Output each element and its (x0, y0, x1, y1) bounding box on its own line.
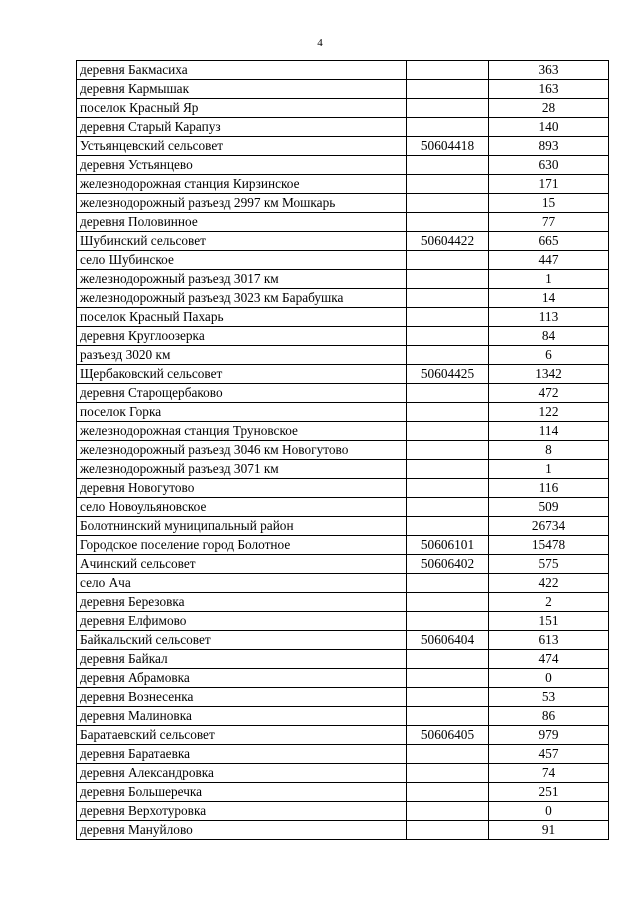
population-cell: 509 (489, 498, 609, 517)
population-cell: 613 (489, 631, 609, 650)
settlement-name-cell: Байкальский сельсовет (77, 631, 407, 650)
oktmo-code-cell: 50606402 (407, 555, 489, 574)
settlement-name-cell: Устьянцевский сельсовет (77, 137, 407, 156)
settlement-name-cell: деревня Круглоозерка (77, 327, 407, 346)
oktmo-code-cell (407, 593, 489, 612)
settlement-name-cell: деревня Баратаевка (77, 745, 407, 764)
page-number: 4 (317, 37, 323, 49)
population-cell: 665 (489, 232, 609, 251)
population-cell: 84 (489, 327, 609, 346)
settlement-name-cell: железнодорожная станция Кирзинское (77, 175, 407, 194)
population-cell: 53 (489, 688, 609, 707)
population-cell: 116 (489, 479, 609, 498)
oktmo-code-cell: 50604418 (407, 137, 489, 156)
settlement-name-cell: Болотнинский муниципальный район (77, 517, 407, 536)
settlement-name-cell: деревня Александровка (77, 764, 407, 783)
table-row (77, 612, 609, 631)
table-row (77, 99, 609, 118)
settlement-name-cell: железнодорожный разъезд 3071 км (77, 460, 407, 479)
settlement-name-cell: деревня Байкал (77, 650, 407, 669)
settlement-name-cell: железнодорожный разъезд 2997 км Мошкарь (77, 194, 407, 213)
table-row (77, 251, 609, 270)
oktmo-code-cell: 50606405 (407, 726, 489, 745)
oktmo-code-cell (407, 460, 489, 479)
table-row (77, 175, 609, 194)
table-row (77, 308, 609, 327)
table-row (77, 384, 609, 403)
table-row (77, 213, 609, 232)
settlement-name-cell: железнодорожная станция Труновское (77, 422, 407, 441)
oktmo-code-cell (407, 669, 489, 688)
table-row (77, 365, 609, 384)
oktmo-code-cell (407, 156, 489, 175)
table-row (77, 479, 609, 498)
settlements-table (76, 60, 609, 840)
population-cell: 422 (489, 574, 609, 593)
population-cell: 74 (489, 764, 609, 783)
population-cell: 0 (489, 669, 609, 688)
population-cell: 15 (489, 194, 609, 213)
population-cell: 28 (489, 99, 609, 118)
oktmo-code-cell (407, 650, 489, 669)
population-cell: 113 (489, 308, 609, 327)
settlement-name-cell: Баратаевский сельсовет (77, 726, 407, 745)
oktmo-code-cell (407, 118, 489, 137)
population-cell: 163 (489, 80, 609, 99)
table-row (77, 631, 609, 650)
table-row (77, 821, 609, 840)
population-cell: 86 (489, 707, 609, 726)
population-cell: 575 (489, 555, 609, 574)
oktmo-code-cell (407, 251, 489, 270)
population-cell: 26734 (489, 517, 609, 536)
oktmo-code-cell (407, 384, 489, 403)
population-cell: 171 (489, 175, 609, 194)
oktmo-code-cell (407, 194, 489, 213)
table-row (77, 403, 609, 422)
table-row (77, 156, 609, 175)
oktmo-code-cell (407, 574, 489, 593)
table-row (77, 707, 609, 726)
oktmo-code-cell (407, 802, 489, 821)
oktmo-code-cell (407, 346, 489, 365)
table-row (77, 802, 609, 821)
oktmo-code-cell: 50606404 (407, 631, 489, 650)
population-cell: 1 (489, 460, 609, 479)
settlement-name-cell: деревня Половинное (77, 213, 407, 232)
table-row (77, 574, 609, 593)
settlement-name-cell: Городское поселение город Болотное (77, 536, 407, 555)
oktmo-code-cell (407, 764, 489, 783)
oktmo-code-cell (407, 61, 489, 80)
settlement-name-cell: деревня Старощербаково (77, 384, 407, 403)
oktmo-code-cell (407, 707, 489, 726)
population-cell: 140 (489, 118, 609, 137)
oktmo-code-cell (407, 80, 489, 99)
table-row (77, 118, 609, 137)
table-row (77, 688, 609, 707)
population-cell: 630 (489, 156, 609, 175)
table-row (77, 327, 609, 346)
oktmo-code-cell (407, 783, 489, 802)
oktmo-code-cell (407, 821, 489, 840)
settlement-name-cell: Шубинский сельсовет (77, 232, 407, 251)
settlement-name-cell: поселок Красный Пахарь (77, 308, 407, 327)
population-cell: 114 (489, 422, 609, 441)
table-row (77, 61, 609, 80)
table-row (77, 270, 609, 289)
table-row (77, 498, 609, 517)
oktmo-code-cell: 50604422 (407, 232, 489, 251)
oktmo-code-cell (407, 498, 489, 517)
oktmo-code-cell (407, 213, 489, 232)
oktmo-code-cell (407, 745, 489, 764)
table-row (77, 669, 609, 688)
oktmo-code-cell (407, 289, 489, 308)
population-cell: 15478 (489, 536, 609, 555)
settlement-name-cell: железнодорожный разъезд 3017 км (77, 270, 407, 289)
population-cell: 77 (489, 213, 609, 232)
population-cell: 1 (489, 270, 609, 289)
population-cell: 8 (489, 441, 609, 460)
oktmo-code-cell (407, 517, 489, 536)
population-cell: 474 (489, 650, 609, 669)
population-cell: 893 (489, 137, 609, 156)
settlement-name-cell: деревня Большеречка (77, 783, 407, 802)
table-row (77, 232, 609, 251)
settlement-name-cell: деревня Вознесенка (77, 688, 407, 707)
settlement-name-cell: Ачинский сельсовет (77, 555, 407, 574)
settlement-name-cell: железнодорожный разъезд 3046 км Новогутово (77, 441, 407, 460)
population-cell: 2 (489, 593, 609, 612)
oktmo-code-cell (407, 688, 489, 707)
population-cell: 1342 (489, 365, 609, 384)
settlement-name-cell: поселок Красный Яр (77, 99, 407, 118)
table-row (77, 346, 609, 365)
oktmo-code-cell (407, 270, 489, 289)
oktmo-code-cell: 50604425 (407, 365, 489, 384)
population-cell: 457 (489, 745, 609, 764)
population-cell: 151 (489, 612, 609, 631)
table-row (77, 460, 609, 479)
population-cell: 122 (489, 403, 609, 422)
table-row (77, 726, 609, 745)
population-cell: 251 (489, 783, 609, 802)
table-row (77, 289, 609, 308)
oktmo-code-cell (407, 441, 489, 460)
oktmo-code-cell: 50606101 (407, 536, 489, 555)
table-row (77, 745, 609, 764)
settlement-name-cell: деревня Верхотуровка (77, 802, 407, 821)
oktmo-code-cell (407, 403, 489, 422)
population-cell: 363 (489, 61, 609, 80)
oktmo-code-cell (407, 175, 489, 194)
settlement-name-cell: село Новоульяновское (77, 498, 407, 517)
table-row (77, 764, 609, 783)
table-row (77, 194, 609, 213)
settlement-name-cell: деревня Малиновка (77, 707, 407, 726)
settlement-name-cell: деревня Мануйлово (77, 821, 407, 840)
table-row (77, 80, 609, 99)
table-body (77, 61, 609, 840)
table-row (77, 783, 609, 802)
table-row (77, 555, 609, 574)
oktmo-code-cell (407, 99, 489, 118)
settlement-name-cell: деревня Березовка (77, 593, 407, 612)
settlement-name-cell: село Ача (77, 574, 407, 593)
settlement-name-cell: деревня Елфимово (77, 612, 407, 631)
population-cell: 447 (489, 251, 609, 270)
table-row (77, 441, 609, 460)
oktmo-code-cell (407, 422, 489, 441)
population-cell: 0 (489, 802, 609, 821)
table-row (77, 517, 609, 536)
table-row (77, 536, 609, 555)
table-row (77, 137, 609, 156)
table-row (77, 650, 609, 669)
settlement-name-cell: деревня Бакмасиха (77, 61, 407, 80)
population-cell: 472 (489, 384, 609, 403)
table-row (77, 593, 609, 612)
population-cell: 91 (489, 821, 609, 840)
settlement-name-cell: деревня Абрамовка (77, 669, 407, 688)
settlement-name-cell: деревня Старый Карапуз (77, 118, 407, 137)
table-row (77, 422, 609, 441)
oktmo-code-cell (407, 479, 489, 498)
population-cell: 979 (489, 726, 609, 745)
settlement-name-cell: разъезд 3020 км (77, 346, 407, 365)
settlement-name-cell: железнодорожный разъезд 3023 км Барабушка (77, 289, 407, 308)
settlement-name-cell: Щербаковский сельсовет (77, 365, 407, 384)
settlement-name-cell: деревня Устьянцево (77, 156, 407, 175)
settlement-name-cell: деревня Новогутово (77, 479, 407, 498)
oktmo-code-cell (407, 612, 489, 631)
settlement-name-cell: поселок Горка (77, 403, 407, 422)
settlement-name-cell: деревня Кармышак (77, 80, 407, 99)
settlement-name-cell: село Шубинское (77, 251, 407, 270)
population-cell: 6 (489, 346, 609, 365)
oktmo-code-cell (407, 327, 489, 346)
oktmo-code-cell (407, 308, 489, 327)
population-cell: 14 (489, 289, 609, 308)
